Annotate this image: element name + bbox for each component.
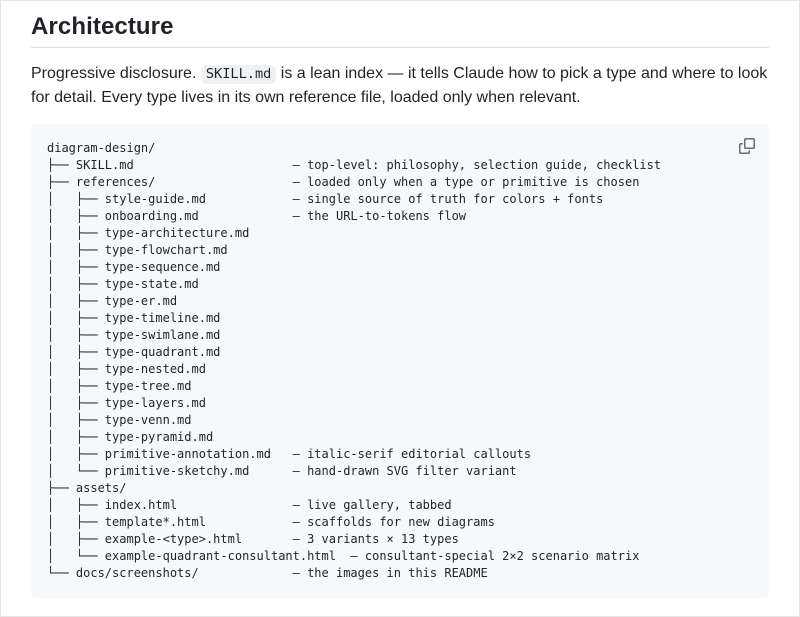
tree-line: │ ├── type-swimlane.md — [47, 328, 221, 342]
tree-line: │ ├── type-sequence.md — [47, 260, 221, 274]
tree-line: │ ├── type-architecture.md — [47, 226, 250, 240]
tree-line: │ ├── template*.html – scaffolds for new diagrams — [47, 515, 495, 529]
tree-line: │ ├── type-layers.md — [47, 396, 206, 410]
tree-line: ├── references/ – loaded only when a type or primitive is chosen — [47, 175, 640, 189]
tree-line: └── docs/screenshots/ – the images in this README — [47, 566, 488, 580]
copy-icon — [739, 138, 755, 154]
page-title: Architecture — [31, 13, 769, 48]
intro-paragraph — [31, 62, 769, 110]
copy-button[interactable] — [733, 132, 761, 160]
tree-line: │ ├── type-timeline.md — [47, 311, 221, 325]
tree-line: │ ├── type-tree.md — [47, 379, 192, 393]
tree-line: │ ├── type-nested.md — [47, 362, 206, 376]
tree-line: │ ├── type-flowchart.md — [47, 243, 228, 257]
file-tree — [47, 140, 753, 582]
tree-line: ├── assets/ — [47, 481, 127, 495]
code-block — [31, 124, 769, 598]
tree-line: │ └── example-quadrant-consultant.html – consultant-special 2×2 scenario matrix — [47, 549, 640, 563]
tree-line: │ ├── primitive-annotation.md – italic-serif editorial callouts — [47, 447, 532, 461]
intro-text-after: is a lean index — it tells Claude how to pick a type and where to look for detail. Every type lives in its own reference file, loaded only when relevant. — [31, 65, 768, 106]
tree-line: │ ├── type-quadrant.md — [47, 345, 221, 359]
tree-line: │ ├── type-pyramid.md — [47, 430, 214, 444]
tree-line: │ ├── index.html – live gallery, tabbed — [47, 498, 452, 512]
tree-line: │ ├── onboarding.md – the URL-to-tokens flow — [47, 209, 467, 223]
tree-line: │ └── primitive-sketchy.md – hand-drawn SVG filter variant — [47, 464, 517, 478]
tree-line: │ ├── style-guide.md – single source of truth for colors + fonts — [47, 192, 604, 206]
tree-line: │ ├── example-<type>.html – 3 variants × 13 types — [47, 532, 459, 546]
intro-text-before: Progressive disclosure. — [31, 65, 201, 82]
tree-line: │ ├── type-er.md — [47, 294, 178, 308]
tree-line: │ ├── type-state.md — [47, 277, 199, 291]
tree-line: ├── SKILL.md – top-level: philosophy, selection guide, checklist — [47, 158, 662, 172]
tree-line: │ ├── type-venn.md — [47, 413, 192, 427]
inline-code-skill-md: SKILL.md — [201, 65, 276, 84]
tree-line: diagram-design/ — [47, 141, 156, 155]
